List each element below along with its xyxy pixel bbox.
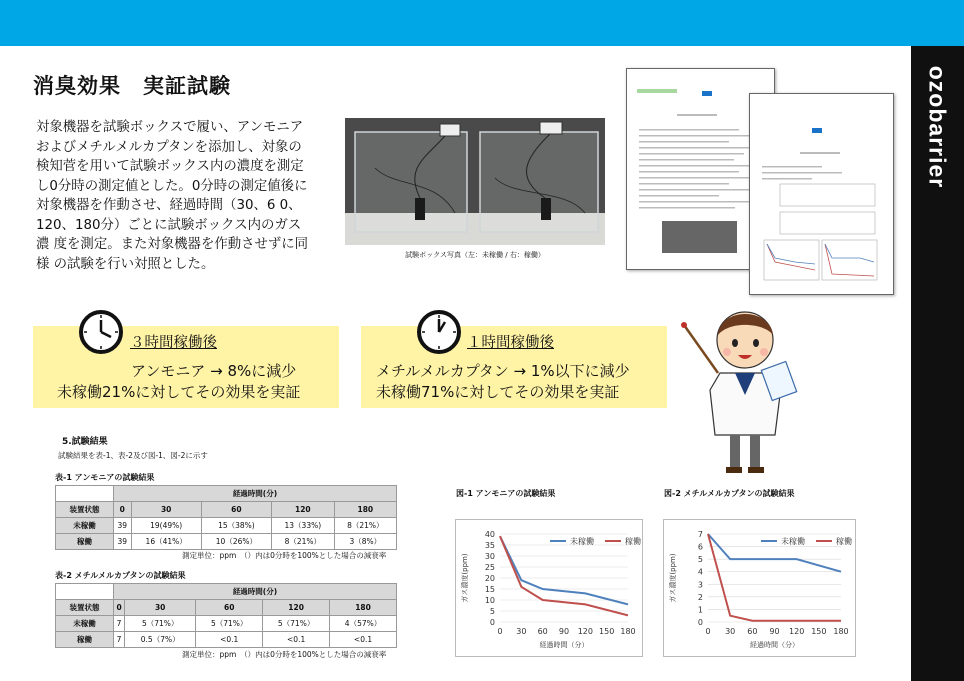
x-tick-label: 180 <box>620 627 636 636</box>
legend-label: 未稼働 <box>781 537 805 546</box>
x-tick-label: 30 <box>516 627 527 636</box>
y-tick-label: 6 <box>697 542 703 552</box>
table-cell: 39 <box>114 518 132 534</box>
y-tick-label: 35 <box>484 541 495 550</box>
table-row <box>56 534 397 550</box>
table-row <box>56 518 397 534</box>
table-cell: 39 <box>114 534 132 550</box>
y-tick-label: 25 <box>484 563 495 572</box>
legend-label: 稼働 <box>625 537 641 546</box>
x-tick-label: 0 <box>705 627 711 636</box>
table-cell: 5（71%） <box>125 616 196 632</box>
x-tick-label: 180 <box>833 627 849 636</box>
time-header: 60 <box>196 600 263 616</box>
x-tick-label: 30 <box>725 627 736 636</box>
table-cell: 10（26%） <box>201 534 271 550</box>
callout-ammonia-comparison: 未稼働21%に対してその効果を実証 <box>57 383 301 401</box>
ammonia-results-table <box>55 485 397 550</box>
y-tick-label: 7 <box>697 530 703 539</box>
callout-ammonia-result: アンモニア → 8%に減少 <box>131 362 297 380</box>
time-header: 0 <box>114 600 125 616</box>
elapsed-time-header: 経過時間(分) <box>114 486 397 502</box>
table-cell: <0.1 <box>263 632 330 648</box>
time-header: 120 <box>272 502 335 518</box>
intro-line: 対象機器を試験ボックスで履い、アンモニア <box>36 120 304 135</box>
y-tick-label: 3 <box>697 580 703 590</box>
ammonia-chart <box>455 519 641 655</box>
callout-ammonia-title: ３時間稼働後 <box>130 335 217 351</box>
table-cell: 8（21%） <box>272 534 335 550</box>
row-label: 稼働 <box>56 632 114 648</box>
y-tick-label: 0 <box>697 618 703 627</box>
series-line <box>708 534 841 621</box>
intro-line: 様 の試験を行い対照とした。 <box>36 256 215 272</box>
photo-caption: 試験ボックス写真（左：未稼働 / 右：稼働） <box>405 251 545 259</box>
y-tick-label: 30 <box>484 552 495 561</box>
table-row <box>56 616 397 632</box>
x-tick-label: 0 <box>497 627 503 636</box>
table-header-row <box>56 486 397 502</box>
table1-title: 表-1 アンモニアの試験結果 <box>55 473 155 482</box>
report-document-front <box>749 93 894 295</box>
table-cell: 0.5（7%） <box>125 632 196 648</box>
table-cell: 5（71%） <box>196 616 263 632</box>
clock-icon <box>78 309 124 359</box>
y-tick-label: 0 <box>489 618 495 627</box>
status-header: 装置状態 <box>56 600 114 616</box>
intro-line: 対象機器を作動させ、経過時間（30、6 0、 <box>36 198 302 213</box>
results-heading: 5.試験結果 <box>62 437 108 447</box>
intro-line: およびメチルメルカプタンを添加し、対象の <box>36 139 302 155</box>
y-tick-label: 40 <box>484 530 495 539</box>
intro-line: し0分時の測定値とした。0分時の測定値後に <box>36 178 308 194</box>
status-header: 装置状態 <box>56 502 114 518</box>
intro-line: 濃 度を測定。また対象機器を作動させずに同 <box>36 237 309 252</box>
x-axis-label: 経過時間（分） <box>750 641 799 649</box>
brand-logo: ozobarrier <box>924 65 951 189</box>
time-header: 30 <box>125 600 196 616</box>
x-tick-label: 90 <box>558 627 570 636</box>
legend-label: 未稼働 <box>570 537 594 546</box>
legend-label: 稼働 <box>836 537 852 546</box>
x-tick-label: 60 <box>537 627 548 636</box>
table-header-row <box>56 584 397 600</box>
x-tick-label: 60 <box>747 627 758 636</box>
chart1-title: 図-1 アンモニアの試験結果 <box>456 489 556 498</box>
time-header: 120 <box>263 600 330 616</box>
y-tick-label: 2 <box>697 592 703 602</box>
page-title: 消臭効果 実証試験 <box>33 74 231 98</box>
test-box-photo <box>345 118 605 245</box>
time-header: 30 <box>131 502 201 518</box>
intro-line: 検知菅を用いて試験ボックス内の濃度を測定 <box>36 159 304 174</box>
table2-unit-note: 測定単位：ppm （）内は0分時を100%とした場合の減衰率 <box>182 650 387 659</box>
top-banner <box>0 0 964 46</box>
table1-unit-note: 測定単位：ppm （）内は0分時を100%とした場合の減衰率 <box>182 551 387 560</box>
intro-paragraph <box>36 118 318 274</box>
x-tick-label: 150 <box>599 627 615 636</box>
row-label: 未稼働 <box>56 616 114 632</box>
y-tick-label: 5 <box>697 555 703 565</box>
y-tick-label: 10 <box>484 596 495 605</box>
table-cell: 16（41%） <box>131 534 201 550</box>
table-cell: 5（71%） <box>263 616 330 632</box>
table-cell: 8（21%） <box>334 518 396 534</box>
table-cell: 13（33%) <box>272 518 335 534</box>
table-cell: 15（38%) <box>201 518 271 534</box>
y-axis-label: ガス濃度(ppm) <box>669 553 677 603</box>
table-cell: 4（57%） <box>330 616 397 632</box>
table2-title: 表-2 メチルメルカプタンの試験結果 <box>55 571 186 580</box>
time-header: 180 <box>334 502 396 518</box>
y-tick-label: 1 <box>697 605 703 615</box>
table-cell: <0.1 <box>330 632 397 648</box>
x-tick-label: 150 <box>811 627 827 636</box>
elapsed-time-header: 経過時間(分) <box>114 584 397 600</box>
y-tick-label: 5 <box>489 607 495 616</box>
callout-methyl-result: メチルメルカプタン → 1%以下に減少 <box>376 362 630 380</box>
table-cell: 7 <box>114 616 125 632</box>
table-cell: 7 <box>114 632 125 648</box>
chart2-title: 図-2 メチルメルカプタンの試験結果 <box>664 489 795 498</box>
series-line <box>500 536 628 604</box>
callout-methyl-title: １時間稼働後 <box>467 335 554 351</box>
methyl-mercaptan-results-table <box>55 583 397 648</box>
row-label: 未稼働 <box>56 518 114 534</box>
x-axis-label: 経過時間（分） <box>539 641 589 649</box>
y-tick-label: 20 <box>484 574 495 583</box>
methyl-mercaptan-chart <box>663 519 854 655</box>
table-cell: 19(49%) <box>131 518 201 534</box>
table-header-row <box>56 502 397 518</box>
x-tick-label: 120 <box>789 627 805 636</box>
series-line <box>708 534 841 572</box>
table-row <box>56 632 397 648</box>
doctor-illustration <box>680 295 800 484</box>
y-tick-label: 4 <box>697 567 703 577</box>
y-tick-label: 15 <box>484 585 495 594</box>
time-header: 60 <box>201 502 271 518</box>
table-header-row <box>56 600 397 616</box>
row-label: 稼働 <box>56 534 114 550</box>
y-axis-label: ガス濃度(ppm) <box>461 553 469 603</box>
callout-methyl-comparison: 未稼働71%に対してその効果を実証 <box>376 383 620 401</box>
x-tick-label: 120 <box>577 627 593 636</box>
intro-line: 120、180分）ごとに試験ボックス内のガス <box>36 217 302 233</box>
results-subtext: 試験結果を表-1、表-2及び図-1、図-2に示す <box>58 451 208 460</box>
table-cell: 3（8%） <box>334 534 396 550</box>
table-cell: <0.1 <box>196 632 263 648</box>
clock-icon <box>416 309 462 359</box>
time-header: 180 <box>330 600 397 616</box>
x-tick-label: 90 <box>769 627 780 636</box>
time-header: 0 <box>114 502 132 518</box>
